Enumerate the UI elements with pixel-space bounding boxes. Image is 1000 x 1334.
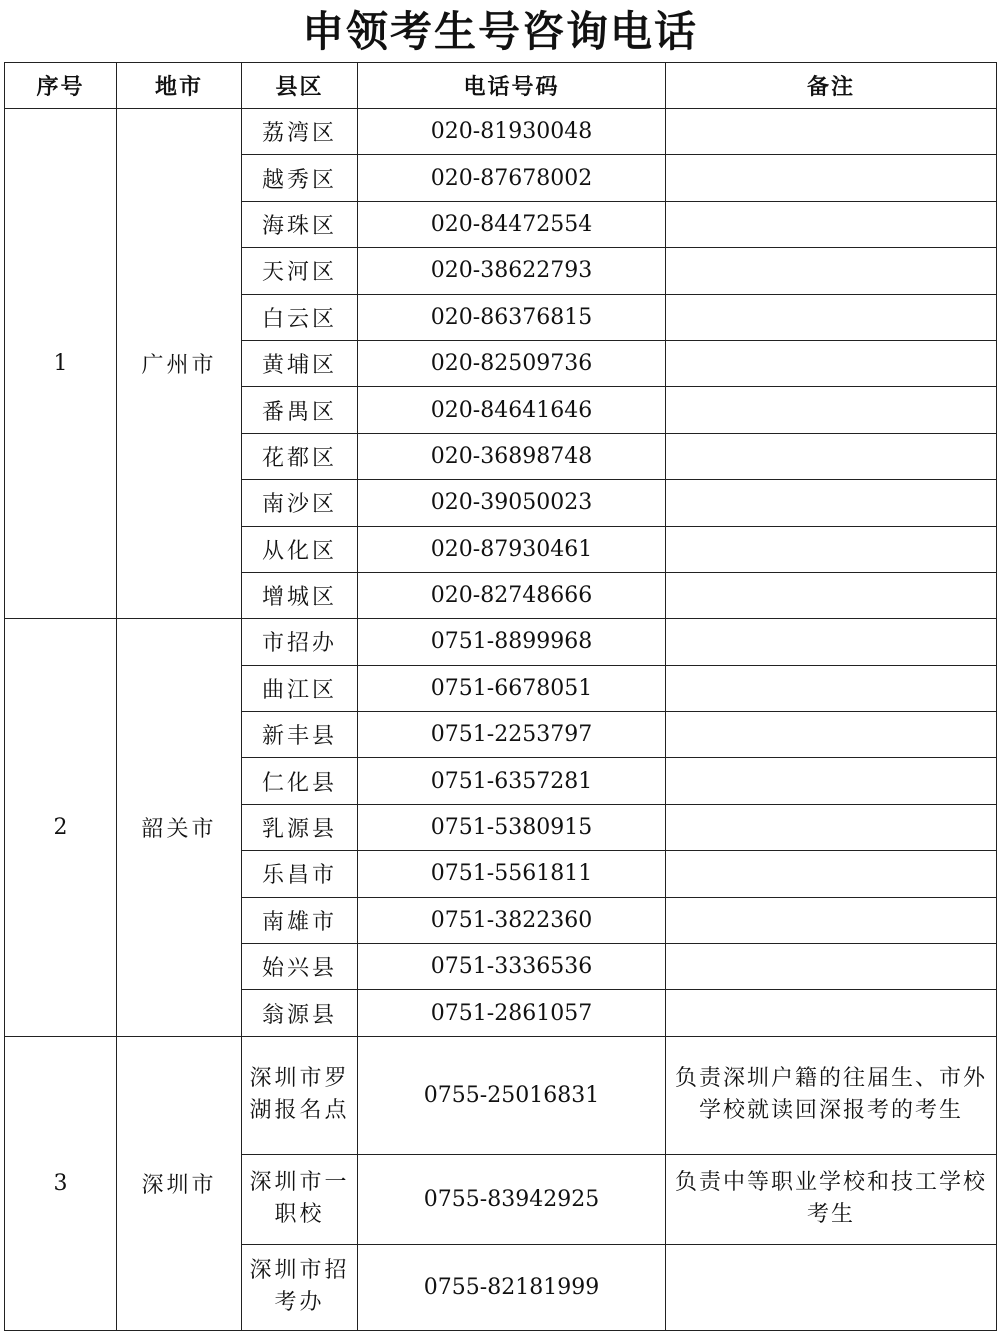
remark-cell: [666, 248, 997, 294]
phone-cell: 0755-82181999: [358, 1244, 666, 1330]
district-cell: 越秀区: [242, 155, 358, 201]
phone-cell: 020-87678002: [358, 155, 666, 201]
phone-cell: 0751-5561811: [358, 851, 666, 897]
phone-cell: 020-84472554: [358, 201, 666, 247]
remark-cell: [666, 155, 997, 201]
remark-cell: 负责中等职业学校和技工学校考生: [666, 1154, 997, 1244]
district-cell: 海珠区: [242, 201, 358, 247]
page-title: 申领考生号咨询电话: [301, 7, 698, 56]
remark-cell: [666, 1244, 997, 1330]
district-cell: 乳源县: [242, 804, 358, 850]
district-cell: 番禺区: [242, 387, 358, 433]
district-cell: 仁化县: [242, 758, 358, 804]
phone-cell: 020-36898748: [358, 433, 666, 479]
district-cell: 新丰县: [242, 712, 358, 758]
phone-cell: 020-86376815: [358, 294, 666, 340]
phone-cell: 020-38622793: [358, 248, 666, 294]
seq-cell: 1: [5, 109, 117, 619]
phone-cell: 020-84641646: [358, 387, 666, 433]
district-cell: 始兴县: [242, 944, 358, 990]
district-cell: 增城区: [242, 572, 358, 618]
district-cell: 天河区: [242, 248, 358, 294]
remark-cell: [666, 990, 997, 1036]
district-cell: 南沙区: [242, 480, 358, 526]
header-remark: 备注: [666, 63, 997, 109]
district-cell: 从化区: [242, 526, 358, 572]
remark-cell: [666, 526, 997, 572]
header-seq: 序号: [5, 63, 117, 109]
remark-cell: [666, 897, 997, 943]
district-cell: 黄埔区: [242, 340, 358, 386]
district-cell: 荔湾区: [242, 109, 358, 155]
remark-cell: 负责深圳户籍的往届生、市外学校就读回深报考的考生: [666, 1036, 997, 1154]
remark-cell: [666, 387, 997, 433]
phone-cell: 0751-5380915: [358, 804, 666, 850]
remark-cell: [666, 572, 997, 618]
table-row: [5, 1036, 997, 1154]
header-phone: 电话号码: [358, 63, 666, 109]
phone-cell: 0751-3822360: [358, 897, 666, 943]
district-cell: 市招办: [242, 619, 358, 665]
district-cell: 乐昌市: [242, 851, 358, 897]
phone-cell: 020-82509736: [358, 340, 666, 386]
header-city: 地市: [117, 63, 242, 109]
phone-cell: 0751-6357281: [358, 758, 666, 804]
district-cell: 翁源县: [242, 990, 358, 1036]
district-cell: 花都区: [242, 433, 358, 479]
remark-cell: [666, 201, 997, 247]
city-cell: 广州市: [117, 109, 242, 619]
phone-cell: 020-82748666: [358, 572, 666, 618]
remark-cell: [666, 758, 997, 804]
remark-cell: [666, 340, 997, 386]
contact-table: [4, 62, 997, 1331]
remark-cell: [666, 712, 997, 758]
remark-cell: [666, 109, 997, 155]
phone-cell: 020-87930461: [358, 526, 666, 572]
district-cell: 白云区: [242, 294, 358, 340]
district-cell: 南雄市: [242, 897, 358, 943]
district-cell: 深圳市一职校: [242, 1154, 358, 1244]
phone-cell: 0751-3336536: [358, 944, 666, 990]
city-cell: 韶关市: [117, 619, 242, 1037]
remark-cell: [666, 619, 997, 665]
header-district: 县区: [242, 63, 358, 109]
phone-cell: 020-81930048: [358, 109, 666, 155]
remark-cell: [666, 665, 997, 711]
district-cell: 深圳市招考办: [242, 1244, 358, 1330]
phone-cell: 0751-6678051: [358, 665, 666, 711]
remark-cell: [666, 944, 997, 990]
district-cell: 深圳市罗湖报名点: [242, 1036, 358, 1154]
table-header-row: [5, 63, 997, 109]
remark-cell: [666, 851, 997, 897]
district-cell: 曲江区: [242, 665, 358, 711]
seq-cell: 3: [5, 1036, 117, 1330]
phone-cell: 0751-8899968: [358, 619, 666, 665]
table-row: [5, 619, 997, 665]
phone-cell: 020-39050023: [358, 480, 666, 526]
phone-cell: 0751-2861057: [358, 990, 666, 1036]
phone-cell: 0755-83942925: [358, 1154, 666, 1244]
seq-cell: 2: [5, 619, 117, 1037]
remark-cell: [666, 433, 997, 479]
remark-cell: [666, 480, 997, 526]
city-cell: 深圳市: [117, 1036, 242, 1330]
table-row: [5, 109, 997, 155]
remark-cell: [666, 804, 997, 850]
remark-cell: [666, 294, 997, 340]
phone-cell: 0755-25016831: [358, 1036, 666, 1154]
phone-cell: 0751-2253797: [358, 712, 666, 758]
